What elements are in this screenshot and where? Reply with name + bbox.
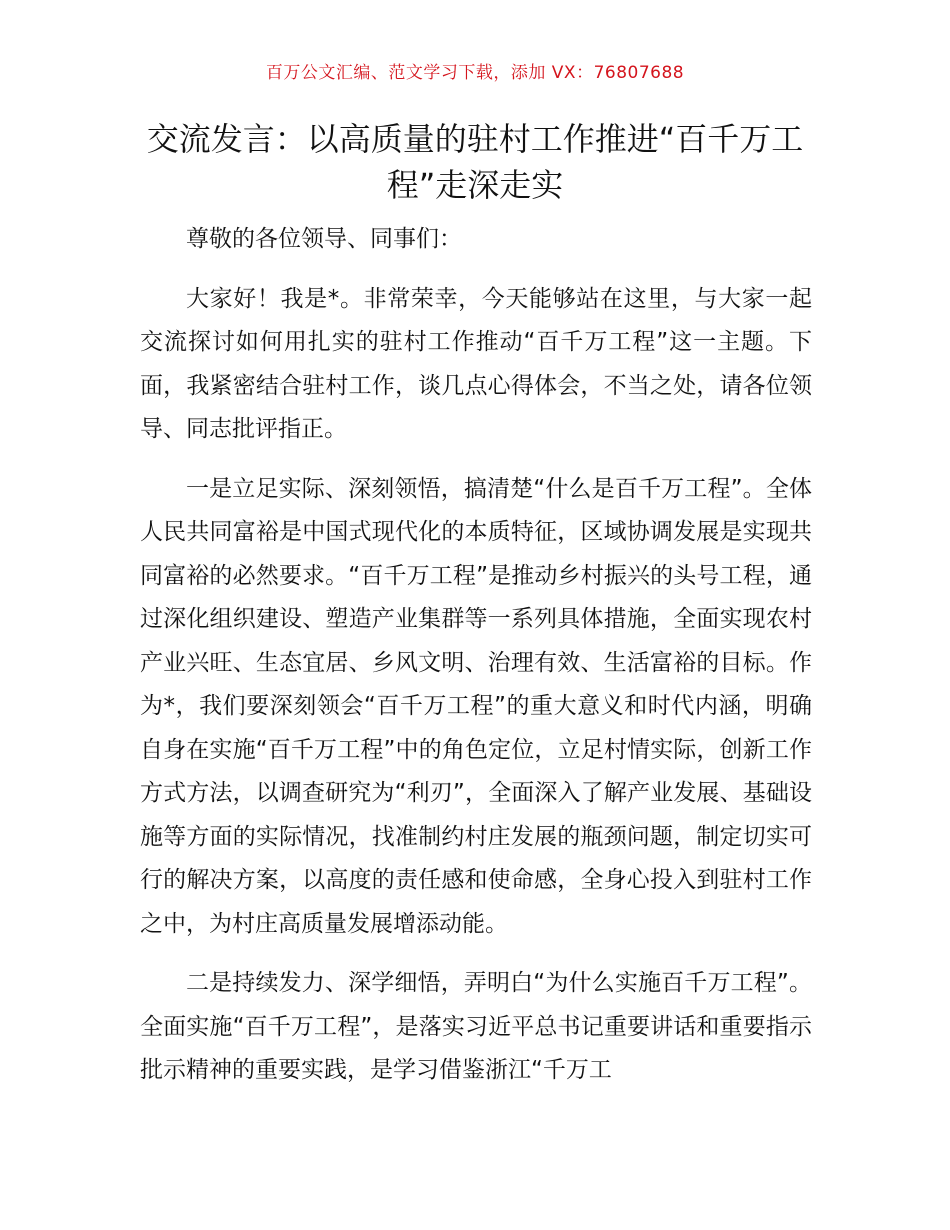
paragraph-point-two: 二是持续发力、深学细悟，弄明白“为什么实施百千万工程”。全面实施“百千万工程”，是落实习近平总书记重要讲话和重要指示批示精神的重要实践，是学习借鉴浙江“千万工	[140, 970, 812, 1083]
header-banner: 百万公文汇编、范文学习下载，添加 VX：76807688	[265, 63, 685, 83]
paragraph-opening: 大家好！我是*。非常荣幸，今天能够站在这里，与大家一起交流探讨如何用扎实的驻村工作推动“百千万工程”这一主题。下面，我紧密结合驻村工作，谈几点心得体会，不当之处，请各位领导、同志批评指正。	[140, 285, 812, 442]
document-body	[140, 218, 812, 1109]
paragraph-point-one: 一是立足实际、深刻领悟，搞清楚“什么是百千万工程”。全体人民共同富裕是中国式现代化的本质特征，区域协调发展是实现共同富裕的必然要求。“百千万工程”是推动乡村振兴的头号工程，通过深化组织建设、塑造产业集群等一系列具体措施，全面实现农村产业兴旺、生态宜居、乡风文明、治理有效、生活富裕的目标。作为*，我们要深刻领会“百千万工程”的重大意义和时代内涵，明确自身在实施“百千万工程”中的角色定位，立足村情实际，创新工作方式方法，以调查研究为“利刃”，全面深入了解产业发展、基础设施等方面的实际情况，找准制约村庄发展的瓶颈问题，制定切实可行的解决方案，以高度的责任感和使命感，全身心投入到驻村工作之中，为村庄高质量发展增添动能。	[140, 475, 812, 937]
salutation: 尊敬的各位领导、同事们：	[186, 226, 462, 252]
document-title: 交流发言：以高质量的驻村工作推进“百千万工程”走深走实	[146, 120, 804, 204]
